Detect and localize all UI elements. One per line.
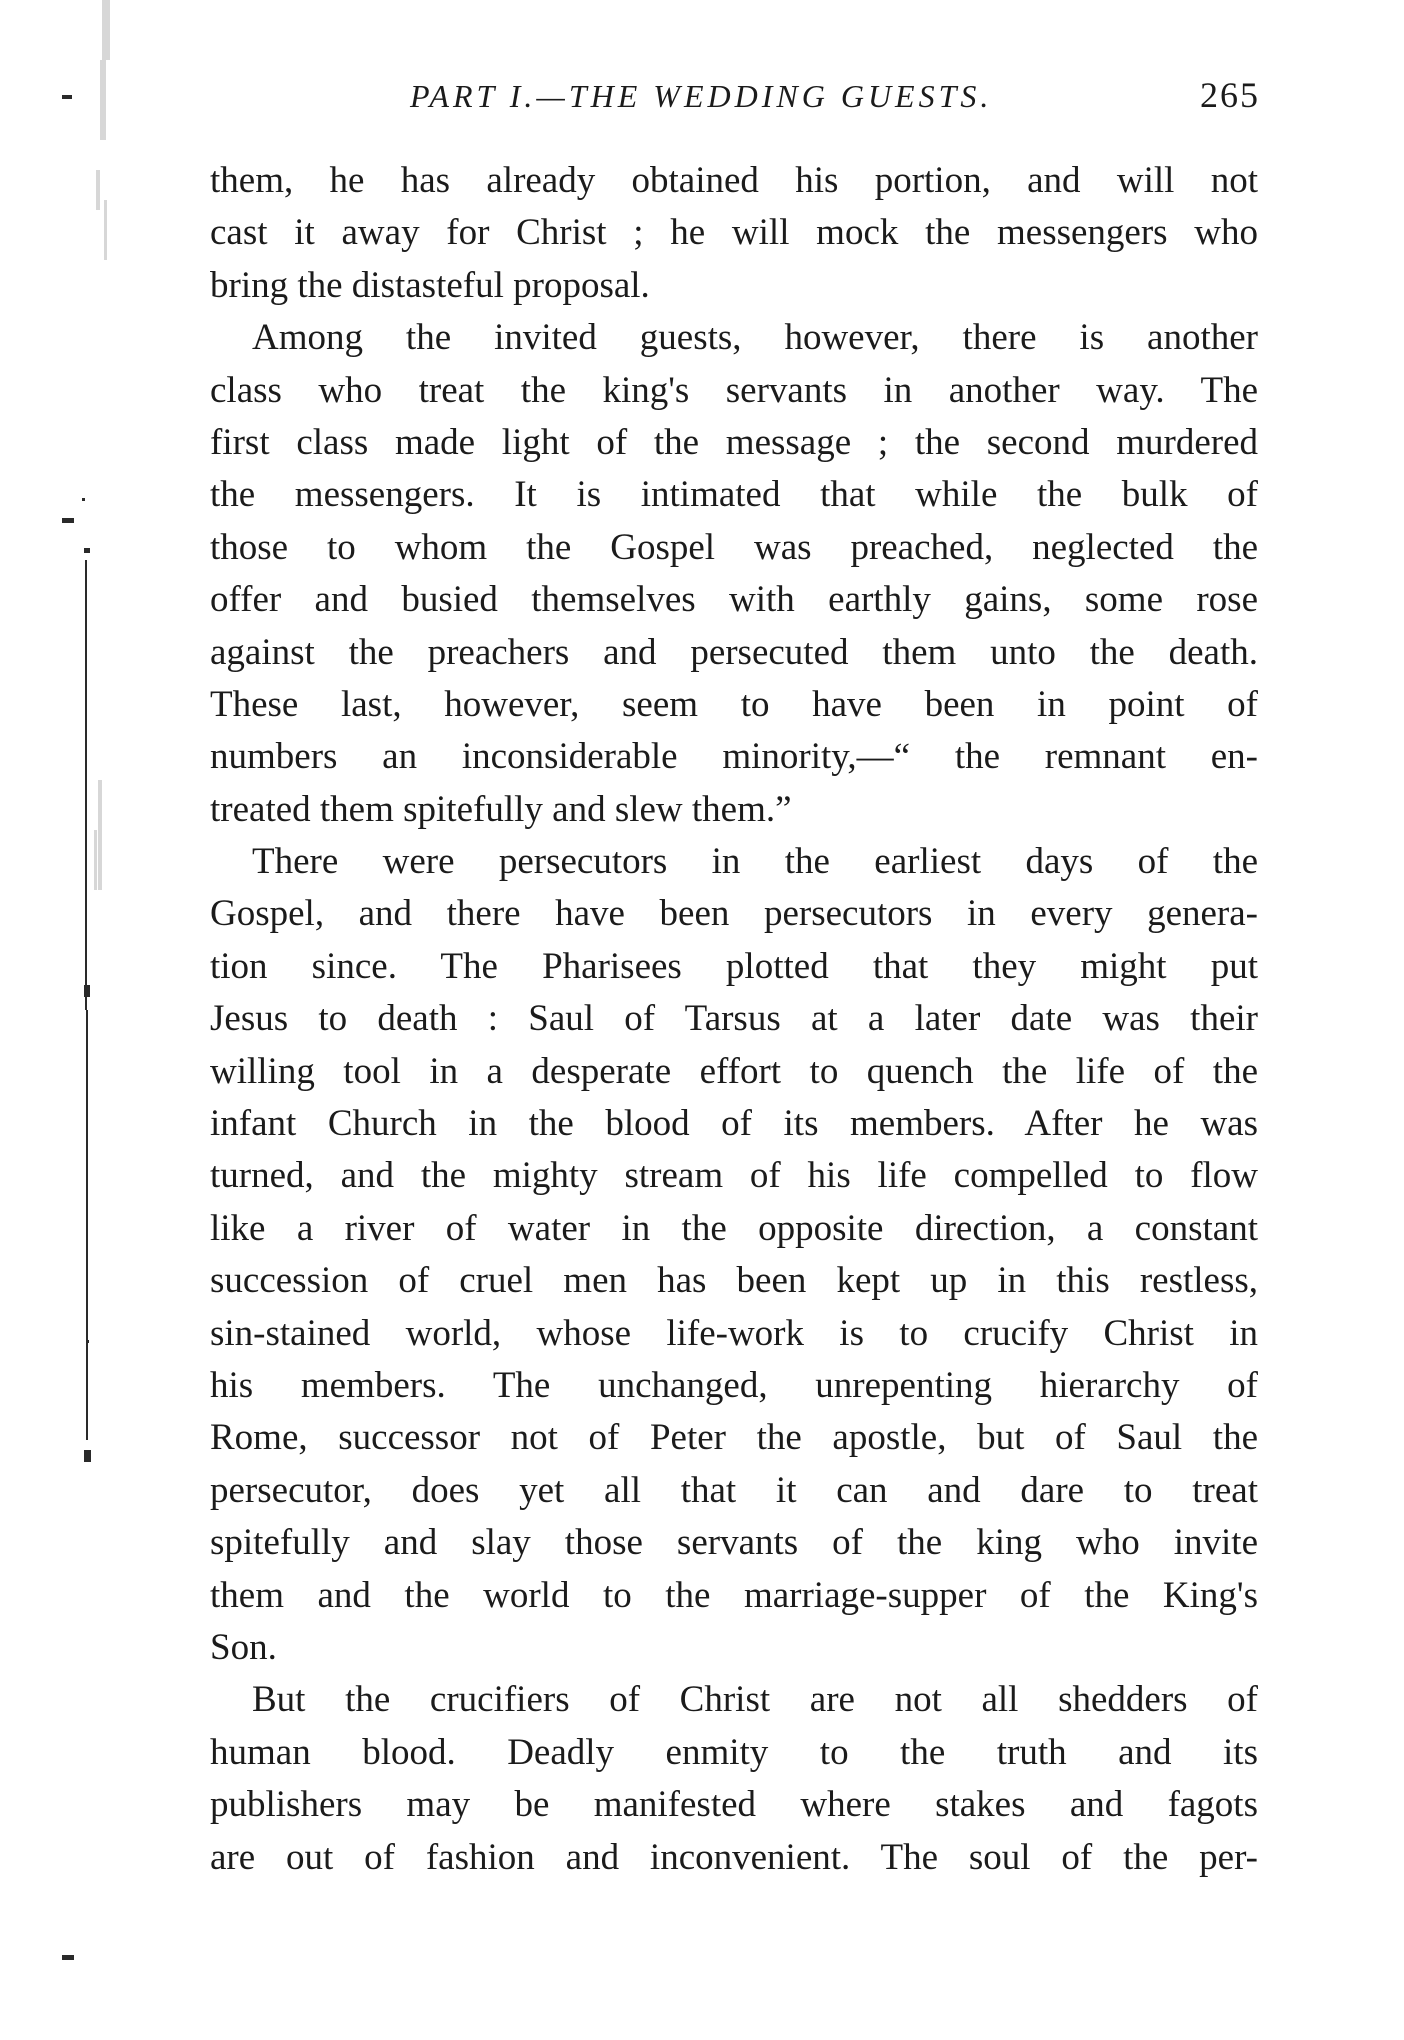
text-line: persecutor, does yet all that it can and dare to treat — [210, 1469, 1258, 1511]
text-line: them, he has already obtained his portion, and will not — [210, 160, 1258, 201]
page-number: 265 — [1200, 75, 1260, 115]
text-line: willing tool in a desperate effort to quench the life of the — [210, 1050, 1258, 1092]
text-line: cast it away for Christ ; he will mock the messengers who — [210, 212, 1258, 254]
text-line: infant Church in the blood of its members. After he was — [210, 1103, 1258, 1145]
text-line: first class made light of the message ; the second murdered — [210, 421, 1258, 463]
text-line: the messengers. It is intimated that while the bulk of — [210, 474, 1258, 516]
text-line: like a river of water in the opposite direction, a constant — [210, 1207, 1258, 1249]
running-head-title: PART I.—THE WEDDING GUESTS. — [410, 78, 993, 114]
text-line: human blood. Deadly enmity to the truth and its — [210, 1731, 1258, 1773]
paragraph — [210, 155, 1258, 312]
text-line: numbers an inconsiderable minority,—“ the remnant en- — [210, 736, 1258, 778]
text-line: There were persecutors in the earliest days of the — [252, 841, 1258, 883]
text-line: These last, however, seem to have been in point of — [210, 683, 1258, 725]
scan-gutter-marks — [62, 0, 122, 2040]
binding-shadow — [94, 0, 110, 890]
text-line: But the crucifiers of Christ are not all shedders of — [252, 1679, 1258, 1721]
running-header — [210, 70, 1260, 130]
text-line: Gospel, and there have been persecutors in every genera- — [210, 893, 1258, 935]
paragraph — [210, 836, 1258, 1674]
text-line: class who treat the king's servants in another way. The — [210, 369, 1258, 411]
text-line: Jesus to death : Saul of Tarsus at a later date was their — [210, 998, 1258, 1040]
paragraph — [210, 1674, 1258, 1884]
text-line: Among the invited guests, however, there is another — [252, 317, 1258, 359]
text-line: Rome, successor not of Peter the apostle, but of Saul the — [210, 1417, 1258, 1459]
text-line: turned, and the mighty stream of his life compelled to flow — [210, 1155, 1258, 1197]
text-line: spitefully and slay those servants of the king who invite — [210, 1522, 1258, 1564]
text-line: sin-stained world, whose life-work is to crucify Christ in — [210, 1312, 1258, 1354]
paragraph — [210, 312, 1258, 836]
binding-line — [86, 560, 87, 1440]
text-line: them and the world to the marriage-supper of the King's — [210, 1574, 1258, 1616]
text-line: are out of fashion and inconvenient. The soul of the per- — [210, 1836, 1258, 1878]
text-line: against the preachers and persecuted them unto the death. — [210, 631, 1258, 673]
text-line: treated them spitefully and slew them.” — [210, 788, 792, 830]
text-line: publishers may be manifested where stakes and fagots — [210, 1784, 1258, 1826]
text-line: tion since. The Pharisees plotted that they might put — [210, 945, 1258, 987]
text-line: his members. The unchanged, unrepenting hierarchy of — [210, 1364, 1258, 1406]
text-line: succession of cruel men has been kept up in this restless, — [210, 1260, 1258, 1302]
body-text — [210, 155, 1258, 1884]
text-line: Son. — [210, 1626, 277, 1668]
text-line: those to whom the Gospel was preached, neglected the — [210, 526, 1258, 568]
text-line: bring the distasteful proposal. — [210, 264, 650, 306]
text-line: offer and busied themselves with earthly gains, some rose — [210, 579, 1258, 621]
